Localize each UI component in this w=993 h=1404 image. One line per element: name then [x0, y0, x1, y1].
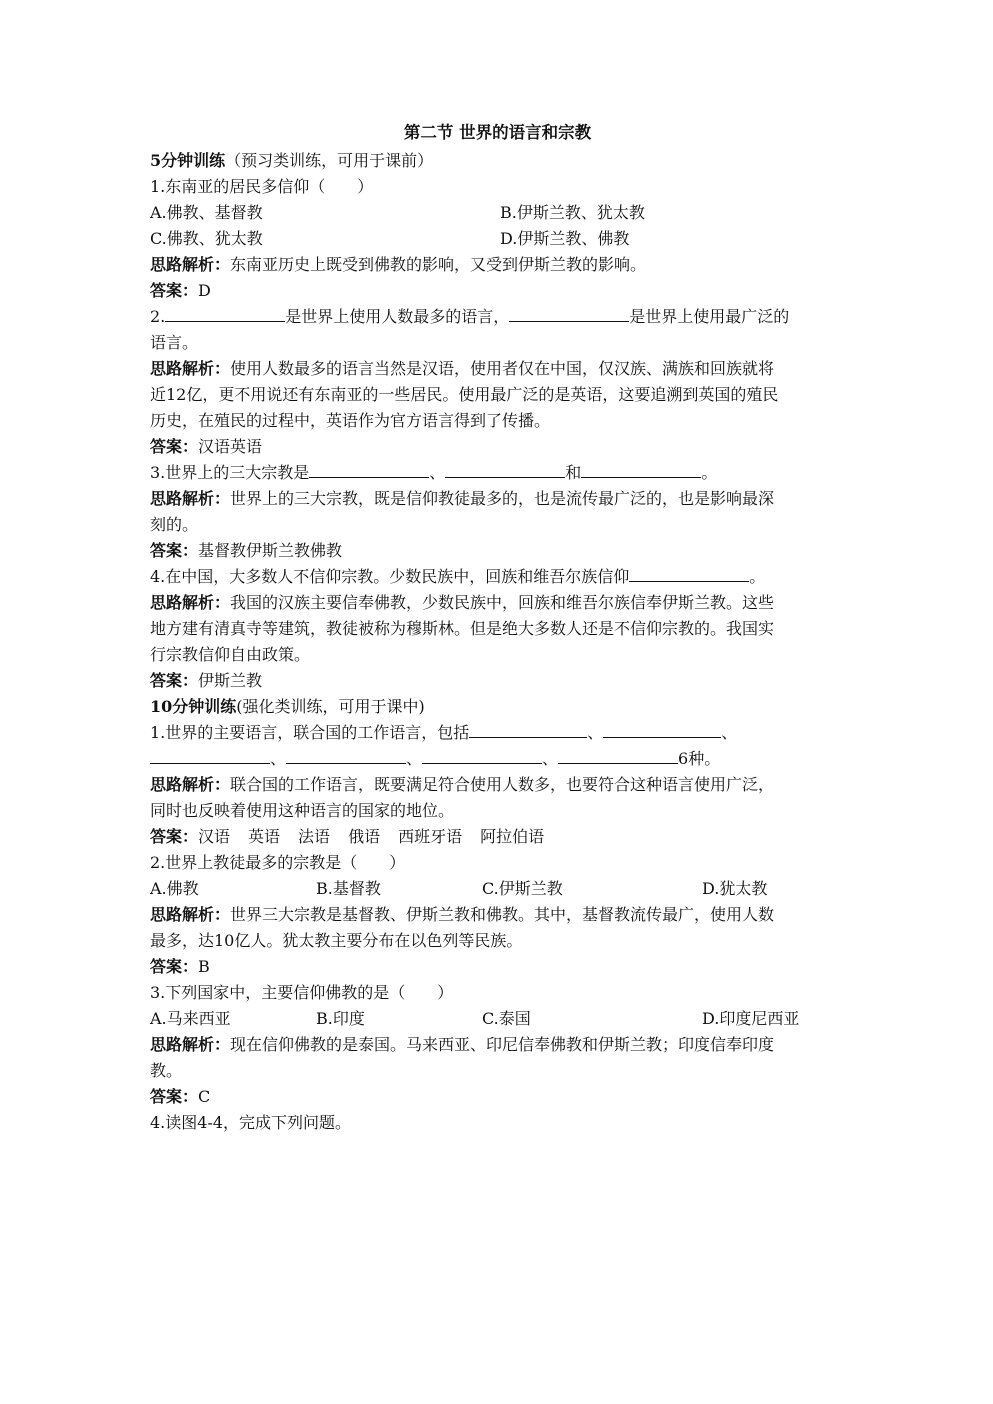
question-stem-cont [150, 746, 845, 772]
analysis-label: 思路解析： [150, 359, 231, 378]
analysis-label: 思路解析： [150, 255, 231, 274]
fill-blank[interactable] [509, 304, 629, 322]
fill-blank[interactable] [286, 746, 406, 764]
option-a: A.马来西亚 [150, 1009, 231, 1028]
question-stem [150, 304, 845, 330]
separator: 和 [565, 463, 582, 482]
answer-label: 答案： [150, 1087, 199, 1106]
option-d: D.伊斯兰教、佛教 [500, 229, 630, 248]
answer-item: 阿拉伯语 [480, 827, 545, 846]
options-row [150, 200, 845, 226]
option-c: C.佛教、犹太教 [150, 229, 263, 248]
answer-label: 答案： [150, 671, 199, 690]
analysis-label: 思路解析： [150, 1035, 231, 1054]
answer-item: 法语 [298, 827, 331, 846]
answer [150, 824, 845, 850]
answer-item: 汉语 [198, 827, 231, 846]
stem-part: 4.在中国，大多数人不信仰宗教。少数民族中，回族和维吾尔族信仰 [150, 567, 630, 586]
section-heading-10min [150, 694, 845, 720]
question-stem [150, 460, 845, 486]
answer-item: 西班牙语 [398, 827, 463, 846]
option-b: B.基督教 [316, 879, 381, 898]
page-title: 第二节 世界的语言和宗教 [403, 123, 592, 142]
analysis [150, 590, 845, 616]
question-stem [150, 720, 845, 746]
answer [150, 954, 845, 980]
option-c: C.伊斯兰教 [482, 879, 563, 898]
answer [150, 434, 845, 460]
answer-item: 俄语 [348, 827, 381, 846]
analysis-label: 思路解析： [150, 489, 231, 508]
options-row [150, 226, 845, 252]
answer-text: 汉语英语 [198, 437, 263, 456]
option-b: B.印度 [316, 1009, 365, 1028]
answer-item: 英语 [248, 827, 281, 846]
fill-blank[interactable] [581, 460, 701, 478]
question-number: 2. [150, 307, 166, 326]
separator: 、 [721, 723, 738, 742]
option-a: A.佛教、基督教 [150, 203, 263, 222]
section-heading-label: 10分钟训练 [150, 697, 237, 716]
options-row [150, 876, 845, 902]
analysis-cont: 地方建有清真寺等建筑，教徒被称为穆斯林。但是绝大多数人还是不信仰宗教的。我国实 [150, 619, 775, 638]
analysis-text: 联合国的工作语言，既要满足符合使用人数多，也要符合这种语言使用广泛， [230, 775, 775, 794]
answer-label: 答案： [150, 541, 199, 560]
stem-end: 。 [701, 463, 718, 482]
analysis-text: 现在信仰佛教的是泰国。马来西亚、印尼信奉佛教和伊斯兰教；印度信奉印度 [230, 1035, 775, 1054]
analysis-cont: 近12亿，更不用说还有东南亚的一些居民。使用最广泛的是英语，这要追溯到英国的殖民 [150, 385, 779, 404]
answer-label: 答案： [150, 437, 199, 456]
answer-label: 答案： [150, 281, 199, 300]
analysis [150, 252, 845, 278]
analysis-text: 使用人数最多的语言当然是汉语，使用者仅在中国，仅汉族、满族和回族就将 [230, 359, 775, 378]
question-stem: 3.下列国家中，主要信仰佛教的是（ ） [150, 983, 454, 1002]
analysis [150, 486, 845, 512]
answer [150, 1084, 845, 1110]
answer-label: 答案： [150, 957, 199, 976]
stem-end: 6种。 [678, 749, 721, 768]
analysis-cont: 行宗教信仰自由政策。 [150, 645, 311, 664]
answer-text: 伊斯兰教 [198, 671, 263, 690]
analysis-cont: 刻的。 [150, 515, 199, 534]
question-stem: 2.世界上教徒最多的宗教是（ ） [150, 853, 406, 872]
fill-blank[interactable] [150, 746, 270, 764]
fill-blank[interactable] [309, 460, 429, 478]
analysis [150, 902, 845, 928]
answer-text: D [198, 281, 211, 300]
separator: 、 [270, 749, 287, 768]
separator: 、 [406, 749, 423, 768]
analysis-text: 世界三大宗教是基督教、伊斯兰教和佛教。其中，基督教流传最广，使用人数 [230, 905, 775, 924]
answer [150, 668, 845, 694]
stem-end: 。 [749, 567, 766, 586]
fill-blank[interactable] [469, 720, 587, 738]
analysis-cont: 教。 [150, 1061, 183, 1080]
analysis [150, 356, 845, 382]
question-stem [150, 564, 845, 590]
question-stem-cont: 语言。 [150, 333, 199, 352]
section-heading-label: 5分钟训练 [150, 151, 226, 170]
fill-blank[interactable] [603, 720, 721, 738]
answer [150, 278, 845, 304]
stem-part: 是世界上使用最广泛的 [629, 307, 790, 326]
fill-blank[interactable] [165, 304, 285, 322]
question-stem: 1.东南亚的居民多信仰（ ） [150, 177, 374, 196]
fill-blank[interactable] [422, 746, 542, 764]
answer-label: 答案： [150, 827, 199, 846]
section-heading-note: (强化类训练，可用于课中) [236, 697, 425, 716]
analysis-text: 东南亚历史上既受到佛教的影响，又受到伊斯兰教的影响。 [230, 255, 647, 274]
option-b: B.伊斯兰教、犹太教 [500, 203, 645, 222]
analysis-cont: 同时也反映着使用这种语言的国家的地位。 [150, 801, 455, 820]
option-d: D.犹太教 [702, 879, 768, 898]
option-c: C.泰国 [482, 1009, 531, 1028]
options-row [150, 1006, 845, 1032]
stem-part: 是世界上使用人数最多的语言， [285, 307, 510, 326]
section-heading-note: （预习类训练，可用于课前） [225, 151, 434, 170]
analysis-cont: 最多，达10亿人。犹太教主要分布在以色列等民族。 [150, 931, 523, 950]
analysis-cont: 历史，在殖民的过程中，英语作为官方语言得到了传播。 [150, 411, 551, 430]
analysis-text: 世界上的三大宗教，既是信仰教徒最多的，也是流传最广泛的，也是影响最深 [230, 489, 775, 508]
question-stem: 4.读图4-4，完成下列问题。 [150, 1113, 352, 1132]
fill-blank[interactable] [629, 564, 749, 582]
separator: 、 [542, 749, 559, 768]
fill-blank[interactable] [445, 460, 565, 478]
answer-text: C [198, 1087, 211, 1106]
answer-text: B [198, 957, 210, 976]
section-heading-5min [150, 148, 845, 174]
answer [150, 538, 845, 564]
answer-text: 基督教伊斯兰教佛教 [198, 541, 343, 560]
fill-blank[interactable] [558, 746, 678, 764]
option-d: D.印度尼西亚 [702, 1009, 800, 1028]
analysis-label: 思路解析： [150, 905, 231, 924]
analysis-label: 思路解析： [150, 593, 231, 612]
analysis-label: 思路解析： [150, 775, 231, 794]
stem-part: 3.世界上的三大宗教是 [150, 463, 310, 482]
option-a: A.佛教 [150, 879, 199, 898]
separator: 、 [587, 723, 604, 742]
analysis [150, 772, 845, 798]
document-page [150, 120, 845, 1136]
analysis [150, 1032, 845, 1058]
stem-part: 1.世界的主要语言，联合国的工作语言，包括 [150, 723, 470, 742]
separator: 、 [429, 463, 446, 482]
analysis-text: 我国的汉族主要信奉佛教，少数民族中，回族和维吾尔族信奉伊斯兰教。这些 [230, 593, 775, 612]
